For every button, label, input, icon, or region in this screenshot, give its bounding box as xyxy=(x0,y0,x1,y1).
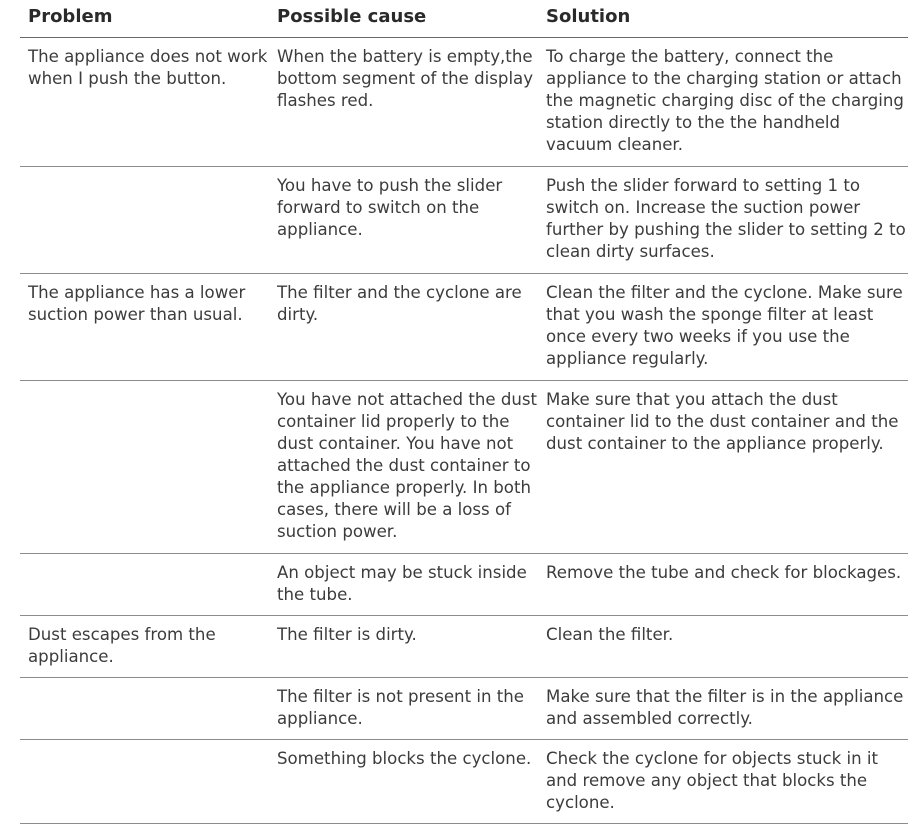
table-row xyxy=(20,167,908,274)
problem-cell xyxy=(20,740,269,823)
cause-cell: An object may be stuck inside the tube. xyxy=(277,563,527,604)
table-row xyxy=(20,554,908,616)
problem-cell xyxy=(20,167,269,273)
cause-cell: The filter and the cyclone are dirty. xyxy=(277,283,522,324)
table-row xyxy=(20,678,908,740)
problem-cell: Dust escapes from the appliance. xyxy=(28,625,216,666)
solution-cell: Make sure that the filter is in the appliance and assembled correctly. xyxy=(546,687,904,728)
solution-cell: Push the slider forward to setting 1 to switch on. Increase the suction power further by pushing the slider to setting 2 to clean dirty surfaces. xyxy=(546,176,906,261)
header-problem: Problem xyxy=(28,6,113,27)
solution-cell: Clean the filter. xyxy=(546,625,674,644)
header-solution: Solution xyxy=(546,6,631,27)
cause-cell: Something blocks the cyclone. xyxy=(277,749,532,768)
table-row xyxy=(20,740,908,824)
cause-cell: The filter is dirty. xyxy=(277,625,417,644)
table-header-row xyxy=(20,0,908,38)
cause-cell: The filter is not present in the appliance. xyxy=(277,687,524,728)
solution-cell: Clean the filter and the cyclone. Make sure that you wash the sponge filter at least once every two weeks if you use the appliance regularly. xyxy=(546,283,903,368)
problem-cell xyxy=(20,381,269,553)
solution-cell: Check the cyclone for objects stuck in it and remove any object that blocks the cyclone. xyxy=(546,749,878,812)
header-possible-cause: Possible cause xyxy=(277,6,427,27)
solution-cell: To charge the battery, connect the appliance to the charging station or attach the magnetic charging disc of the charging station directly to the the handheld vacuum cleaner. xyxy=(546,47,904,154)
problem-cell xyxy=(20,554,269,615)
table-row xyxy=(20,381,908,554)
problem-cell: The appliance has a lower suction power than usual. xyxy=(28,283,246,324)
cause-cell: You have to push the slider forward to switch on the appliance. xyxy=(277,176,503,239)
problem-cell: The appliance does not work when I push the button. xyxy=(28,47,268,88)
solution-cell: Remove the tube and check for blockages. xyxy=(546,563,902,582)
problem-cell xyxy=(20,678,269,739)
cause-cell: When the battery is empty,the bottom segment of the display flashes red. xyxy=(277,47,534,110)
table-row xyxy=(20,38,908,167)
table-row xyxy=(20,274,908,381)
table-row xyxy=(20,616,908,678)
troubleshooting-table xyxy=(20,0,908,824)
cause-cell: You have not attached the dust container lid properly to the dust container. You have not attached the dust container to the appliance properly. In both cases, there will be a loss of suction power. xyxy=(277,390,538,541)
solution-cell: Make sure that you attach the dust container lid to the dust container and the dust container to the appliance properly. xyxy=(546,390,899,453)
